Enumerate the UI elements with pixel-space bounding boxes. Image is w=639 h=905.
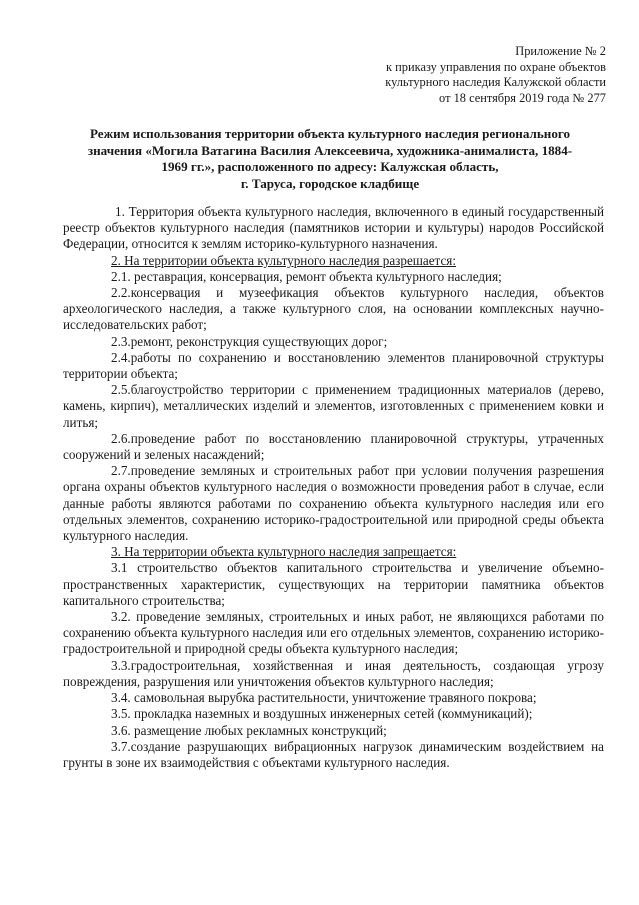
paragraph-2-7: 2.7.проведение земляных и строительных работ при условии получения разрешения органа охраны объектов культурного наследия о возможности проведения работ в случае, если данные работы являются работами по сохранению объекта культурного наследия или его отдельных элементов, сохранению историко-градостроительной или природной среды объекта культурного наследия.	[63, 463, 604, 544]
paragraph-2-1: 2.1. реставрация, консервация, ремонт объекта культурного наследия;	[111, 268, 502, 284]
paragraph-2-2: 2.2.консервация и музеефикация объектов культурного наследия, объектов археологического наследия, а также культурного слоя, на основании комплексных научно-исследовательских работ;	[63, 285, 604, 333]
paragraph-2-3: 2.3.ремонт, реконструкция существующих дорог;	[111, 333, 388, 349]
section-3-heading: 3. На территории объекта культурного наследия запрещается:	[111, 544, 457, 560]
paragraph-3-3: 3.3.градостроительная, хозяйственная и иная деятельность, создающая угрозу повреждения, разрушения или уничтожения объектов культурного наследия;	[63, 657, 604, 689]
paragraph-2-6: 2.6.проведение работ по восстановлению планировочной структуры, утраченных сооружений и зеленых насаждений;	[63, 430, 604, 463]
paragraph-3-1: 3.1 строительство объектов капитального строительства и увеличение объемно-пространственных характеристик, существующих на территории памятника объектов капитального строительства;	[63, 560, 604, 608]
order-date: от 18 сентября 2019 года № 277	[439, 90, 606, 105]
title-line: Режим использования территории объекта культурного наследия регионального	[89, 126, 571, 141]
paragraph-1: 1. Территория объекта культурного наследия, включенного в единый государственный реестр объектов культурного наследия (памятников истории и культуры) народов Российской Федерации, относится к землям историко-культурного назначения.	[63, 204, 604, 252]
title-line: г. Таруса, городское кладбище	[240, 175, 420, 191]
paragraph-3-7: 3.7.создание разрушающих вибрационных нагрузок динамическим воздействием на грунты в зоне их взаимодействия с объектами культурного наследия.	[63, 738, 604, 770]
document-title	[58, 126, 602, 192]
paragraph-3-5: 3.5. прокладка наземных и воздушных инженерных сетей (коммуникаций);	[111, 706, 533, 722]
document-body	[63, 204, 604, 771]
paragraph-2-4: 2.4.работы по сохранению и восстановлению элементов планировочной структуры территории объекта;	[63, 349, 604, 382]
paragraph-3-6: 3.6. размещение любых рекламных конструкций;	[111, 722, 387, 738]
appendix-number: Приложение № 2	[515, 44, 606, 58]
title-line: 1969 гг.», расположенного по адресу: Калужская область,	[161, 159, 499, 175]
appendix-header	[385, 44, 606, 106]
section-2-heading: 2. На территории объекта культурного наследия разрешается:	[111, 252, 456, 268]
title-line: значения «Могила Ватагина Василия Алексеевича, художника-анималиста, 1884-	[87, 142, 573, 158]
paragraph-3-4: 3.4. самовольная вырубка растительности, уничтожение травяного покрова;	[111, 690, 537, 706]
paragraph-2-5: 2.5.благоустройство территории с применением традиционных материалов (дерево, камень, кирпич), металлических изделий и элементов, изготовленных с применением ковки и литья;	[63, 382, 604, 430]
paragraph-3-2: 3.2. проведение земляных, строительных и иных работ, не являющихся работами по сохранению объекта культурного наследия или его отдельных элементов, сохранению историко-градостроительной и природной среды объекта культурного наследия;	[63, 609, 604, 657]
authority-name: культурного наследия Калужской области	[385, 75, 606, 90]
order-reference: к приказу управления по охране объектов	[386, 59, 606, 74]
